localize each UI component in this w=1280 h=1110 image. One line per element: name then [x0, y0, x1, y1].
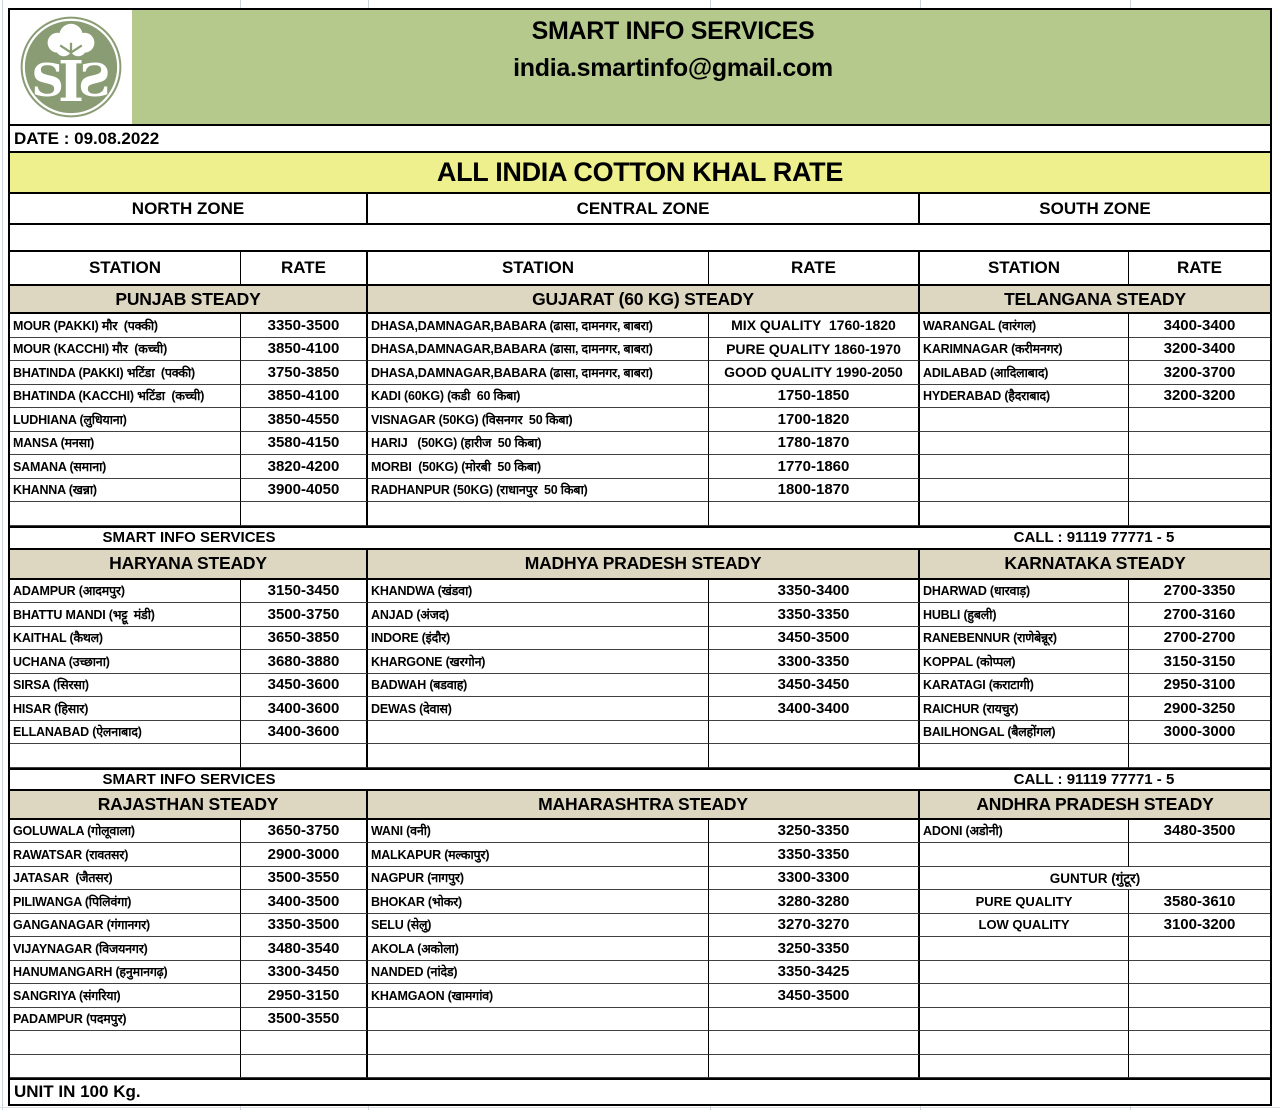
empty-cell: [368, 721, 709, 745]
station-cell: KHAMGAON (खामगांव): [368, 984, 709, 1008]
rate-cell: 3850-4550: [241, 408, 368, 432]
station-cell: MORBI (50KG) (मोरबी 50 किबा): [368, 455, 709, 479]
empty-cell: [1129, 744, 1270, 768]
rate-cell: 3750-3850: [241, 361, 368, 385]
station-cell: JATASAR (जैतसर): [10, 867, 241, 891]
spreadsheet-gridline: [2, 0, 3, 1110]
rate-cell: 2950-3100: [1129, 674, 1270, 698]
rate-cell: 3270-3270: [709, 914, 920, 938]
logo-letters: [31, 50, 110, 115]
empty-cell: [1129, 455, 1270, 479]
station-cell: KHANNA (खन्ना): [10, 479, 241, 503]
date-row: [10, 124, 1270, 151]
empty-cell: [1129, 1008, 1270, 1032]
empty-cell: [709, 1031, 920, 1055]
section-title-punjab: PUNJAB STEADY: [10, 286, 368, 314]
logo-letter-s-right: S: [78, 53, 111, 107]
station-cell: SANGRIYA (संगरिया): [10, 984, 241, 1008]
empty-cell: [920, 961, 1129, 985]
station-cell: BAILHONGAL (बैलहोंगल): [920, 721, 1129, 745]
company-email: india.smartinfo@gmail.com: [513, 54, 833, 82]
empty-cell: [241, 1055, 368, 1079]
station-cell: MOUR (KACCHI) मौर (कच्ची): [10, 338, 241, 362]
rate-cell: 3150-3150: [1129, 650, 1270, 674]
rate-cell: 3400-3400: [709, 697, 920, 721]
station-cell: HISAR (हिसार): [10, 697, 241, 721]
station-cell: BHATINDA (KACCHI) भटिंडा (कच्ची): [10, 385, 241, 409]
zone-header-row: [10, 194, 1270, 225]
column-header-rate: RATE: [241, 252, 368, 286]
empty-cell: [920, 455, 1129, 479]
section-title-gujarat: GUJARAT (60 KG) STEADY: [368, 286, 920, 314]
promo-brand: SMART INFO SERVICES: [102, 770, 276, 788]
rate-cell: 3400-3400: [1129, 314, 1270, 338]
guntur-header-cell: GUNTUR (गुंटूर): [920, 867, 1270, 891]
empty-cell: [241, 1031, 368, 1055]
empty-cell: [368, 502, 709, 526]
rate-cell: 3500-3550: [241, 867, 368, 891]
section-title-rajasthan: RAJASTHAN STEADY: [10, 791, 368, 820]
rate-sheet: [8, 8, 1272, 1106]
rate-cell: 3580-4150: [241, 432, 368, 456]
rate-cell: 1700-1820: [709, 408, 920, 432]
zone-north: NORTH ZONE: [10, 194, 368, 223]
station-cell: SIRSA (सिरसा): [10, 674, 241, 698]
rate-cell: 3350-3350: [709, 843, 920, 867]
spreadsheet-gridline: [1130, 0, 1131, 8]
station-cell: SAMANA (समाना): [10, 455, 241, 479]
rate-cell: 3820-4200: [241, 455, 368, 479]
station-cell: RANEBENNUR (राणेबेन्नूर): [920, 627, 1129, 651]
rate-band-3: [10, 791, 1270, 1079]
rate-cell: 2900-3250: [1129, 697, 1270, 721]
rate-cell: 3500-3750: [241, 603, 368, 627]
station-cell: DHASA,DAMNAGAR,BABARA (ढासा, दामनगर, बाबरा): [368, 338, 709, 362]
empty-cell: [920, 479, 1129, 503]
sis-logo: [10, 10, 132, 124]
empty-cell: [709, 502, 920, 526]
empty-cell: [1129, 1031, 1270, 1055]
station-cell: KAITHAL (कैथल): [10, 627, 241, 651]
empty-cell: [10, 744, 241, 768]
station-cell: RAWATSAR (रावतसर): [10, 843, 241, 867]
rate-cell: 1750-1850: [709, 385, 920, 409]
station-cell: KARIMNAGAR (करीमनगर): [920, 338, 1129, 362]
station-cell: MALKAPUR (मल्कापुर): [368, 843, 709, 867]
station-cell: WARANGAL (वारंगल): [920, 314, 1129, 338]
rate-cell: 3900-4050: [241, 479, 368, 503]
empty-cell: [10, 1031, 241, 1055]
empty-cell: [1129, 502, 1270, 526]
empty-cell: [368, 1008, 709, 1032]
empty-cell: [10, 1055, 241, 1079]
rate-cell: 2700-3350: [1129, 580, 1270, 604]
rate-cell: 3450-3500: [709, 984, 920, 1008]
empty-cell: [10, 502, 241, 526]
rate-cell: 3250-3350: [709, 820, 920, 844]
empty-cell: [920, 432, 1129, 456]
company-name: SMART INFO SERVICES: [531, 17, 815, 45]
column-header-station: STATION: [920, 252, 1129, 286]
station-cell: KHANDWA (खंडवा): [368, 580, 709, 604]
empty-cell: [920, 502, 1129, 526]
rate-cell: MIX QUALITY 1760-1820: [709, 314, 920, 338]
station-cell: HUBLI (हुबली): [920, 603, 1129, 627]
rate-cell: 3350-3400: [709, 580, 920, 604]
station-cell: DHASA,DAMNAGAR,BABARA (ढासा, दामनगर, बाबरा): [368, 314, 709, 338]
spreadsheet-gridline: [0, 1107, 1280, 1108]
empty-cell: [920, 1008, 1129, 1032]
promo-brand: SMART INFO SERVICES: [102, 529, 276, 546]
sis-logo-graphic: [15, 13, 127, 121]
rate-cell: 3150-3450: [241, 580, 368, 604]
empty-cell: [920, 744, 1129, 768]
rate-cell: 3300-3300: [709, 867, 920, 891]
column-header-station: STATION: [368, 252, 709, 286]
station-cell: ADAMPUR (आदमपुर): [10, 580, 241, 604]
rate-cell: 1800-1870: [709, 479, 920, 503]
date-value: DATE : 09.08.2022: [14, 128, 160, 148]
station-cell: DHARWAD (धारवाड़): [920, 580, 1129, 604]
station-cell: HYDERABAD (हैदराबाद): [920, 385, 1129, 409]
spreadsheet-gridline: [240, 0, 241, 8]
station-cell: KHARGONE (खरगोन): [368, 650, 709, 674]
unit-note-row: [10, 1078, 1270, 1104]
station-cell: BHATINDA (PAKKI) भटिंडा (पक्की): [10, 361, 241, 385]
promo-call: CALL : 91119 77771 - 5: [1013, 529, 1175, 546]
station-cell: ADONI (अडोनी): [920, 820, 1129, 844]
empty-cell: [1129, 984, 1270, 1008]
rate-cell: 2950-3150: [241, 984, 368, 1008]
rate-cell: 3250-3350: [709, 937, 920, 961]
logo-letter-i: I: [57, 50, 85, 116]
section-title-madhya-pradesh: MADHYA PRADESH STEADY: [368, 550, 920, 580]
station-cell: PILIWANGA (पिलिवंगा): [10, 890, 241, 914]
rate-cell: 3100-3200: [1129, 914, 1270, 938]
column-header-station: STATION: [10, 252, 241, 286]
station-cell: NAGPUR (नागपुर): [368, 867, 709, 891]
station-cell: UCHANA (उच्छाना): [10, 650, 241, 674]
station-cell: BHATTU MANDI (भट्टू मंडी): [10, 603, 241, 627]
promo-banner: [10, 768, 1270, 791]
rate-cell: 3450-3450: [709, 674, 920, 698]
promo-call: CALL : 91119 77771 - 5: [1013, 770, 1175, 788]
station-cell: SELU (सेलु): [368, 914, 709, 938]
empty-cell: [920, 937, 1129, 961]
rate-cell: 3850-4100: [241, 338, 368, 362]
empty-cell: [241, 502, 368, 526]
promo-banner: [10, 526, 1270, 550]
report-header: [10, 10, 1270, 124]
rate-cell: 3450-3600: [241, 674, 368, 698]
logo-letter-s-left: S: [31, 53, 64, 107]
station-cell: ANJAD (अंजद): [368, 603, 709, 627]
empty-cell: [1129, 1055, 1270, 1079]
rate-band-2: [10, 550, 1270, 768]
rate-cell: 1770-1860: [709, 455, 920, 479]
station-cell: VISNAGAR (50KG) (विसनगर 50 किबा): [368, 408, 709, 432]
empty-cell: [1129, 937, 1270, 961]
rate-cell: 3580-3610: [1129, 890, 1270, 914]
station-cell: KADI (60KG) (कडी 60 किबा): [368, 385, 709, 409]
report-title-text: ALL INDIA COTTON KHAL RATE: [436, 157, 844, 187]
spreadsheet-gridline: [920, 0, 921, 8]
empty-cell: [709, 744, 920, 768]
station-cell: NANDED (नांदेड): [368, 961, 709, 985]
rate-cell: 3350-3425: [709, 961, 920, 985]
rate-cell: 3200-3400: [1129, 338, 1270, 362]
rate-cell: PURE QUALITY 1860-1970: [709, 338, 920, 362]
header-banner: [132, 10, 1270, 124]
empty-cell: [920, 843, 1129, 867]
rate-cell: 3200-3700: [1129, 361, 1270, 385]
section-title-haryana: HARYANA STEADY: [10, 550, 368, 580]
rate-cell: 3650-3850: [241, 627, 368, 651]
empty-cell: [1129, 843, 1270, 867]
unit-note: UNIT IN 100 Kg.: [14, 1082, 141, 1101]
station-cell: RADHANPUR (50KG) (राधानपुर 50 किबा): [368, 479, 709, 503]
rate-cell: 3300-3450: [241, 961, 368, 985]
empty-cell: [709, 1008, 920, 1032]
section-title-karnataka: KARNATAKA STEADY: [920, 550, 1270, 580]
station-cell: PADAMPUR (पदमपुर): [10, 1008, 241, 1032]
zone-central: CENTRAL ZONE: [368, 194, 920, 223]
station-cell: WANI (वनी): [368, 820, 709, 844]
rate-cell: 3480-3540: [241, 937, 368, 961]
rate-cell: 2700-3160: [1129, 603, 1270, 627]
rate-cell: 3350-3350: [709, 603, 920, 627]
empty-cell: [709, 721, 920, 745]
station-cell: RAICHUR (रायचुर): [920, 697, 1129, 721]
empty-cell: [368, 1031, 709, 1055]
rate-cell: 3450-3500: [709, 627, 920, 651]
rate-cell: 3300-3350: [709, 650, 920, 674]
empty-cell: [368, 1055, 709, 1079]
empty-cell: [1129, 408, 1270, 432]
quality-label-cell: PURE QUALITY: [920, 890, 1129, 914]
spacer-row: [10, 225, 1270, 252]
rate-cell: 3650-3750: [241, 820, 368, 844]
station-cell: DEWAS (देवास): [368, 697, 709, 721]
rate-band-1: [10, 252, 1270, 526]
column-header-rate: RATE: [709, 252, 920, 286]
rate-cell: 2900-3000: [241, 843, 368, 867]
empty-cell: [1129, 432, 1270, 456]
station-cell: GANGANAGAR (गंगानगर): [10, 914, 241, 938]
rate-cell: 3000-3000: [1129, 721, 1270, 745]
quality-label-cell: LOW QUALITY: [920, 914, 1129, 938]
station-cell: BADWAH (बडवाह): [368, 674, 709, 698]
station-cell: AKOLA (अकोला): [368, 937, 709, 961]
station-cell: ELLANABAD (ऐलनाबाद): [10, 721, 241, 745]
rate-cell: 1780-1870: [709, 432, 920, 456]
station-cell: GOLUWALA (गोलूवाला): [10, 820, 241, 844]
rate-cell: 3400-3500: [241, 890, 368, 914]
station-cell: DHASA,DAMNAGAR,BABARA (ढासा, दामनगर, बाबरा): [368, 361, 709, 385]
station-cell: INDORE (इंदौर): [368, 627, 709, 651]
station-cell: HANUMANGARH (हनुमानगढ़): [10, 961, 241, 985]
rate-cell: 3500-3550: [241, 1008, 368, 1032]
station-cell: VIJAYNAGAR (विजयनगर): [10, 937, 241, 961]
rate-cell: 3350-3500: [241, 314, 368, 338]
empty-cell: [709, 1055, 920, 1079]
station-cell: BHOKAR (भोकर): [368, 890, 709, 914]
empty-cell: [920, 1031, 1129, 1055]
section-title-andhra-pradesh: ANDHRA PRADESH STEADY: [920, 791, 1270, 820]
rate-cell: 3400-3600: [241, 721, 368, 745]
empty-cell: [241, 744, 368, 768]
rate-cell: 2700-2700: [1129, 627, 1270, 651]
empty-cell: [1129, 961, 1270, 985]
station-cell: LUDHIANA (लुधियाना): [10, 408, 241, 432]
spreadsheet-gridline: [368, 0, 369, 8]
empty-cell: [920, 1055, 1129, 1079]
station-cell: MOUR (PAKKI) मौर (पक्की): [10, 314, 241, 338]
station-cell: KARATAGI (कराटागी): [920, 674, 1129, 698]
rate-cell: 3480-3500: [1129, 820, 1270, 844]
station-cell: HARIJ (50KG) (हारीज 50 किबा): [368, 432, 709, 456]
station-cell: KOPPAL (कोप्पल): [920, 650, 1129, 674]
rate-cell: 3350-3500: [241, 914, 368, 938]
rate-cell: GOOD QUALITY 1990-2050: [709, 361, 920, 385]
empty-cell: [368, 744, 709, 768]
rate-cell: 3850-4100: [241, 385, 368, 409]
rate-cell: 3400-3600: [241, 697, 368, 721]
empty-cell: [1129, 479, 1270, 503]
rate-cell: 3280-3280: [709, 890, 920, 914]
station-cell: ADILABAD (आदिलाबाद): [920, 361, 1129, 385]
zone-south: SOUTH ZONE: [1039, 198, 1151, 218]
spreadsheet-gridline: [710, 0, 711, 8]
section-title-maharashtra: MAHARASHTRA STEADY: [368, 791, 920, 820]
empty-cell: [920, 984, 1129, 1008]
empty-cell: [920, 408, 1129, 432]
station-cell: MANSA (मनसा): [10, 432, 241, 456]
rate-cell: 3200-3200: [1129, 385, 1270, 409]
report-title: [10, 151, 1270, 194]
rate-cell: 3680-3880: [241, 650, 368, 674]
column-header-rate: RATE: [1129, 252, 1270, 286]
section-title-telangana: TELANGANA STEADY: [920, 286, 1270, 314]
